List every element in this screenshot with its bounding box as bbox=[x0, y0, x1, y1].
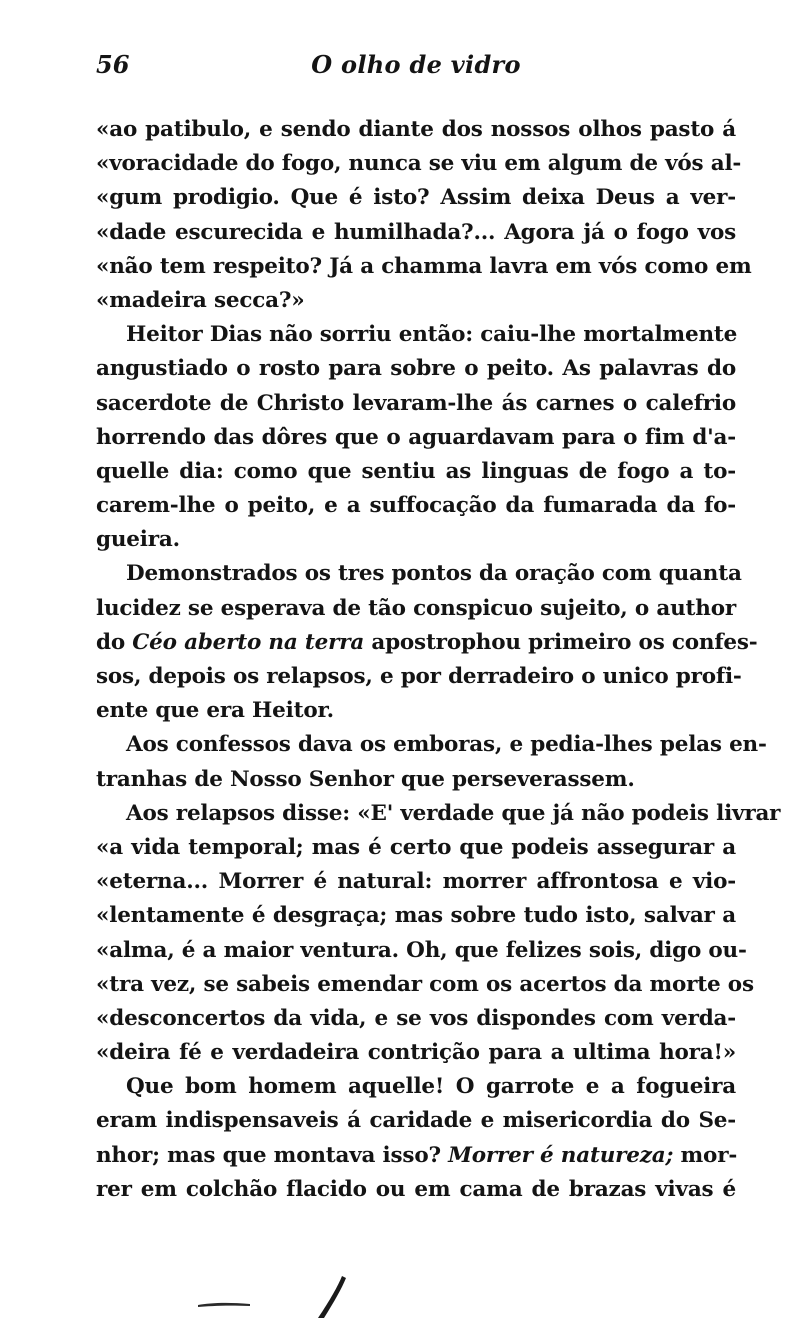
page-header bbox=[96, 50, 736, 90]
text-line: ente que era Heitor. bbox=[96, 698, 334, 724]
italic-quote: Morrer é natureza; bbox=[448, 1142, 674, 1168]
text-line: horrendo das dôres que o aguardavam para o fim d'a- bbox=[96, 424, 736, 450]
text-run: apostrophou primeiro os confes- bbox=[364, 629, 758, 655]
text-line: «não tem respeito? Já a chamma lavra em vós como em bbox=[96, 253, 752, 279]
text-line: «deira fé e verdadeira contrição para a ultima hora!» bbox=[96, 1040, 736, 1066]
text-line: Que bom homem aquelle! O garrote e a fogueira bbox=[126, 1074, 736, 1100]
text-line: «ao patibulo, e sendo diante dos nossos olhos pasto á bbox=[96, 117, 736, 142]
text-line: sacerdote de Christo levaram-lhe ás carnes o calefrio bbox=[96, 390, 736, 416]
text-line: «lentamente é desgraça; mas sobre tudo isto, salvar a bbox=[96, 903, 736, 929]
text-line: «eterna... Morrer é natural: morrer affrontosa e vio- bbox=[96, 869, 736, 895]
text-line bbox=[96, 1139, 736, 1173]
text-line: tranhas de Nosso Senhor que perseverassem. bbox=[96, 766, 635, 792]
text-line: Demonstrados os tres pontos da oração com quanta bbox=[126, 561, 742, 587]
text-line: «a vida temporal; mas é certo que podeis assegurar a bbox=[96, 834, 736, 860]
text-run: nhor; mas que montava isso? bbox=[96, 1142, 449, 1168]
text-line: gueira. bbox=[96, 527, 180, 553]
text-line: angustiado o rosto para sobre o peito. As palavras do bbox=[96, 356, 736, 382]
ink-dash-mark bbox=[196, 1299, 252, 1309]
text-line: Aos confessos dava os emboras, e pedia-lhes pelas en- bbox=[126, 732, 767, 758]
body-text bbox=[96, 113, 781, 1207]
text-line: «dade escurecida e humilhada?... Agora já o fogo vos bbox=[96, 219, 736, 245]
text-line: carem-lhe o peito, e a suffocação da fumarada da fo- bbox=[96, 493, 736, 519]
text-line: sos, depois os relapsos, e por derradeiro o unico profi- bbox=[96, 664, 742, 689]
text-line: «tra vez, se sabeis emendar com os acertos da morte os bbox=[96, 971, 754, 997]
text-line: Aos relapsos disse: «E' verdade que já não podeis livrar bbox=[126, 800, 781, 826]
text-line: «desconcertos da vida, e se vos dispondes com verda- bbox=[96, 1005, 736, 1031]
text-run: mor- bbox=[673, 1142, 738, 1168]
text-line: Heitor Dias não sorriu então: caiu-lhe mortalmente bbox=[126, 322, 738, 348]
text-line bbox=[96, 626, 758, 660]
ink-stroke-mark bbox=[312, 1274, 352, 1320]
text-line: «alma, é a maior ventura. Oh, que felizes sois, digo ou- bbox=[96, 937, 747, 963]
text-line: quelle dia: como que sentiu as linguas de fogo a to- bbox=[96, 458, 736, 484]
page-number: 56 bbox=[96, 50, 130, 79]
text-run: do bbox=[96, 629, 133, 655]
text-line: «voracidade do fogo, nunca se viu em algum de vós al- bbox=[96, 151, 742, 177]
text-line: eram indispensaveis á caridade e misericordia do Se- bbox=[96, 1108, 736, 1134]
text-line: «gum prodigio. Que é isto? Assim deixa Deus a ver- bbox=[96, 185, 736, 211]
text-line: «madeira secca?» bbox=[96, 287, 305, 313]
running-title: O olho de vidro bbox=[311, 50, 521, 79]
text-line: lucidez se esperava de tão conspicuo sujeito, o author bbox=[96, 595, 736, 621]
text-line: rer em colchão flacido ou em cama de brazas vivas é bbox=[96, 1176, 736, 1202]
italic-book-title: Céo aberto na terra bbox=[132, 629, 365, 655]
